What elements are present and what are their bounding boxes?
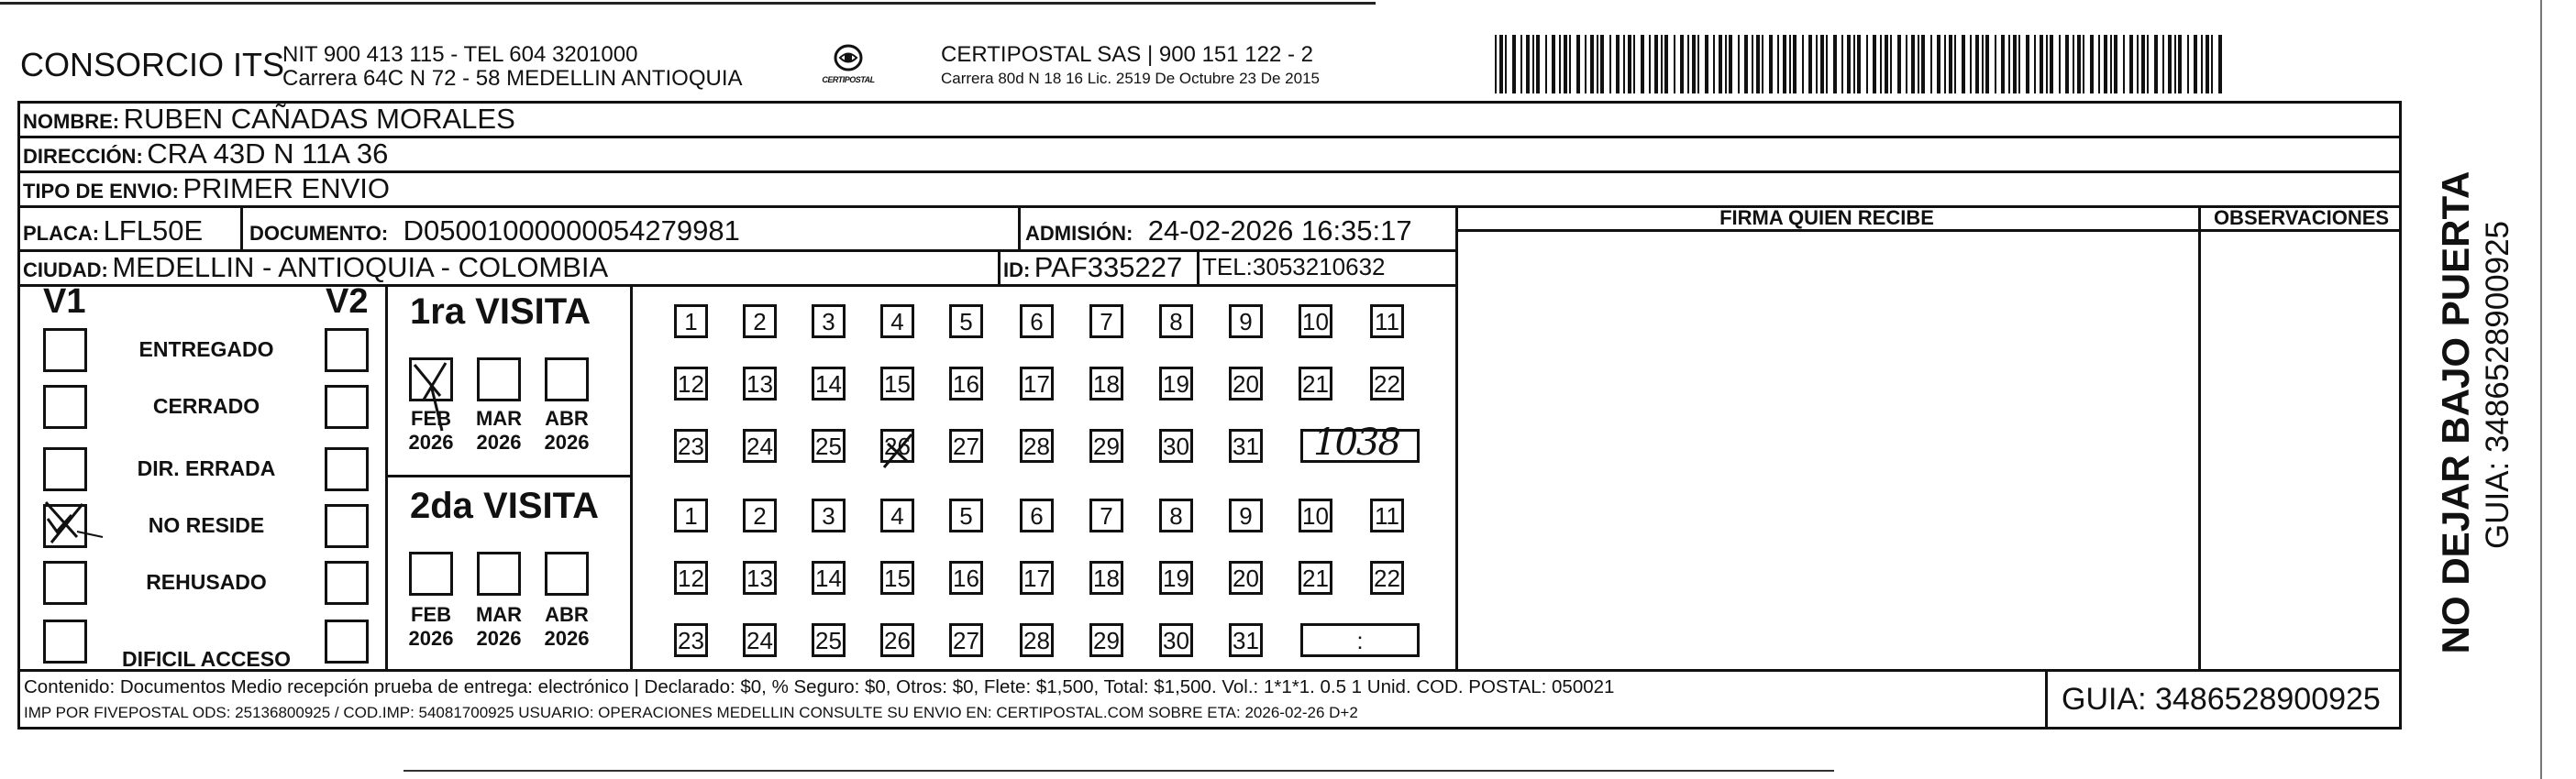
second-day-box[interactable]: 16	[949, 561, 983, 595]
second-day-box[interactable]: 26	[880, 623, 914, 657]
second-day-box[interactable]: 12	[674, 561, 708, 595]
carrier-detail: Carrera 80d N 18 16 Lic. 2519 De Octubre 23 De 2015	[941, 70, 1320, 87]
first-day-box[interactable]: 17	[1020, 367, 1054, 400]
first-day-box[interactable]: 4	[880, 304, 914, 338]
first-day-box[interactable]: 31	[1229, 429, 1263, 463]
status-label: DIFICIL ACCESO	[121, 647, 291, 671]
first-day-box[interactable]: 29	[1089, 429, 1123, 463]
second-day-box[interactable]: 31	[1229, 623, 1263, 657]
first-day-box[interactable]: 2	[743, 304, 777, 338]
status-label: DIR. ERRADA	[137, 456, 276, 480]
id-label: ID:	[1003, 258, 1031, 281]
month-name: ABR	[545, 603, 589, 626]
footer-guia: GUIA: 3486528900925	[2062, 682, 2381, 717]
placa-label: PLACA:	[23, 222, 100, 245]
status-label: ENTREGADO	[138, 337, 274, 361]
nombre-label: NOMBRE:	[23, 110, 120, 133]
first-day-box[interactable]: 19	[1159, 367, 1193, 400]
logo-text: CERTIPOSTAL	[822, 75, 875, 84]
ciudad-value: MEDELLIN - ANTIOQUIA - COLOMBIA	[112, 251, 609, 283]
first-visit-title: 1ra VISITA	[410, 291, 591, 332]
carrier-name: CERTIPOSTAL SAS | 900 151 122 - 2	[941, 42, 1313, 67]
first-day-box[interactable]: 30	[1159, 429, 1193, 463]
first-day-box[interactable]: 15	[880, 367, 914, 400]
second-day-box[interactable]: 4	[880, 499, 914, 532]
company-name: CONSORCIO ITS	[20, 46, 285, 83]
month-name: MAR	[475, 407, 523, 430]
v1-label: V1	[43, 282, 86, 321]
second-day-box[interactable]: 3	[812, 499, 846, 532]
direccion-value: CRA 43D N 11A 36	[147, 137, 389, 170]
second-day-box[interactable]: 1	[674, 499, 708, 532]
first-day-box[interactable]: 27	[949, 429, 983, 463]
second-day-box[interactable]: 5	[949, 499, 983, 532]
second-day-box[interactable]: 28	[1020, 623, 1054, 657]
first-day-box[interactable]: 5	[949, 304, 983, 338]
first-day-box[interactable]: 25	[812, 429, 846, 463]
second-day-box[interactable]: 29	[1089, 623, 1123, 657]
ciudad-label: CIUDAD:	[23, 258, 108, 281]
first-day-box[interactable]: 9	[1229, 304, 1263, 338]
second-day-box[interactable]: 2	[743, 499, 777, 532]
month-year: 2026	[476, 431, 522, 454]
tel-value: 3053210632	[1252, 253, 1386, 280]
direccion-label: DIRECCIÓN:	[23, 145, 143, 168]
handwritten-time: 1038	[1313, 422, 1399, 464]
v2-label: V2	[326, 282, 369, 321]
second-day-box[interactable]: 11	[1370, 499, 1404, 532]
first-day-box[interactable]: 1	[674, 304, 708, 338]
first-day-box[interactable]: 10	[1299, 304, 1332, 338]
first-day-box[interactable]: 13	[743, 367, 777, 400]
second-visit-title: 2da VISITA	[410, 486, 599, 526]
placa-value: LFL50E	[103, 214, 204, 247]
second-day-box[interactable]: 15	[880, 561, 914, 595]
second-day-box[interactable]: 30	[1159, 623, 1193, 657]
second-day-box[interactable]: 25	[812, 623, 846, 657]
first-day-box[interactable]: 7	[1089, 304, 1123, 338]
month-year: 2026	[408, 431, 454, 454]
status-label: REHUSADO	[146, 570, 267, 594]
tipo-label: TIPO DE ENVIO:	[23, 180, 179, 203]
month-year: 2026	[408, 627, 454, 650]
admision-label: ADMISIÓN:	[1025, 222, 1133, 245]
first-day-box[interactable]: 20	[1229, 367, 1263, 400]
first-day-box[interactable]: 22	[1370, 367, 1404, 400]
imp-line: IMP POR FIVEPOSTAL ODS: 25136800925 / COD.IMP: 54081700925 USUARIO: OPERACIONES MEDELLIN CONSULTE SU ENVIO EN: CERTIPOSTAL.COM SOBRE ETA: 2026-02-26 D+2	[24, 704, 1358, 721]
second-day-box[interactable]: 20	[1229, 561, 1263, 595]
month-name: FEB	[411, 407, 451, 430]
documento-label: DOCUMENTO:	[249, 222, 389, 245]
firma-header: FIRMA QUIEN RECIBE	[1719, 206, 1934, 229]
second-day-box[interactable]: 23	[674, 623, 708, 657]
first-day-box[interactable]: 28	[1020, 429, 1054, 463]
second-day-box[interactable]: 14	[812, 561, 846, 595]
second-day-box[interactable]: 13	[743, 561, 777, 595]
content-line: Contenido: Documentos Medio recepción prueba de entrega: electrónico | Declarado: $0, % Seguro: $0, Otros: $0, Flete: $1,500, Total: $1,500. Vol.: 1*1*1. 0.5 1 Unid. COD. POSTAL: 050021	[24, 676, 1615, 697]
status-label: CERRADO	[152, 394, 260, 418]
side-guia: GUIA: 3486528900925	[2480, 220, 2515, 550]
tipo-value: PRIMER ENVIO	[182, 172, 391, 204]
second-day-box[interactable]: 19	[1159, 561, 1193, 595]
first-day-box[interactable]: 26	[880, 429, 914, 463]
first-day-box[interactable]: 18	[1089, 367, 1123, 400]
first-day-box[interactable]: 21	[1299, 367, 1332, 400]
company-address: Carrera 64C N 72 - 58 MEDELLIN ANTIOQUIA	[282, 66, 743, 91]
month-name: ABR	[545, 407, 589, 430]
first-day-box[interactable]: 16	[949, 367, 983, 400]
month-name: MAR	[475, 603, 523, 626]
month-year: 2026	[544, 627, 590, 650]
tel-label: TEL:	[1202, 253, 1253, 280]
second-day-box[interactable]: 7	[1089, 499, 1123, 532]
month-name: FEB	[411, 603, 451, 626]
second-day-box[interactable]: 27	[949, 623, 983, 657]
second-day-box[interactable]: 8	[1159, 499, 1193, 532]
second-visit-time-box[interactable]: :	[1300, 623, 1420, 657]
second-day-box[interactable]: 21	[1299, 561, 1332, 595]
second-day-box[interactable]: 24	[743, 623, 777, 657]
first-day-box[interactable]: 8	[1159, 304, 1193, 338]
first-day-box[interactable]: 12	[674, 367, 708, 400]
second-day-box[interactable]: 18	[1089, 561, 1123, 595]
first-day-box[interactable]: 11	[1370, 304, 1404, 338]
second-day-box[interactable]: 10	[1299, 499, 1332, 532]
company-nit: NIT 900 413 115 - TEL 604 3201000	[282, 42, 638, 67]
id-value: PAF335227	[1034, 251, 1183, 283]
first-day-box[interactable]: 14	[812, 367, 846, 400]
first-day-box[interactable]: 24	[743, 429, 777, 463]
second-day-box[interactable]: 17	[1020, 561, 1054, 595]
first-day-box[interactable]: 6	[1020, 304, 1054, 338]
documento-value: D05001000000054279981	[403, 214, 740, 247]
month-year: 2026	[544, 431, 590, 454]
first-day-box[interactable]: 3	[812, 304, 846, 338]
second-day-box[interactable]: 9	[1229, 499, 1263, 532]
first-day-box[interactable]: 23	[674, 429, 708, 463]
second-day-box[interactable]: 6	[1020, 499, 1054, 532]
second-day-box[interactable]: 22	[1370, 561, 1404, 595]
month-year: 2026	[476, 627, 522, 650]
nombre-value: RUBEN CAÑADAS MORALES	[123, 103, 515, 135]
observaciones-header: OBSERVACIONES	[2213, 206, 2390, 229]
side-notice: NO DEJAR BAJO PUERTA	[2434, 170, 2477, 654]
admision-value: 24-02-2026 16:35:17	[1147, 214, 1412, 247]
status-label: NO RESIDE	[148, 513, 265, 537]
